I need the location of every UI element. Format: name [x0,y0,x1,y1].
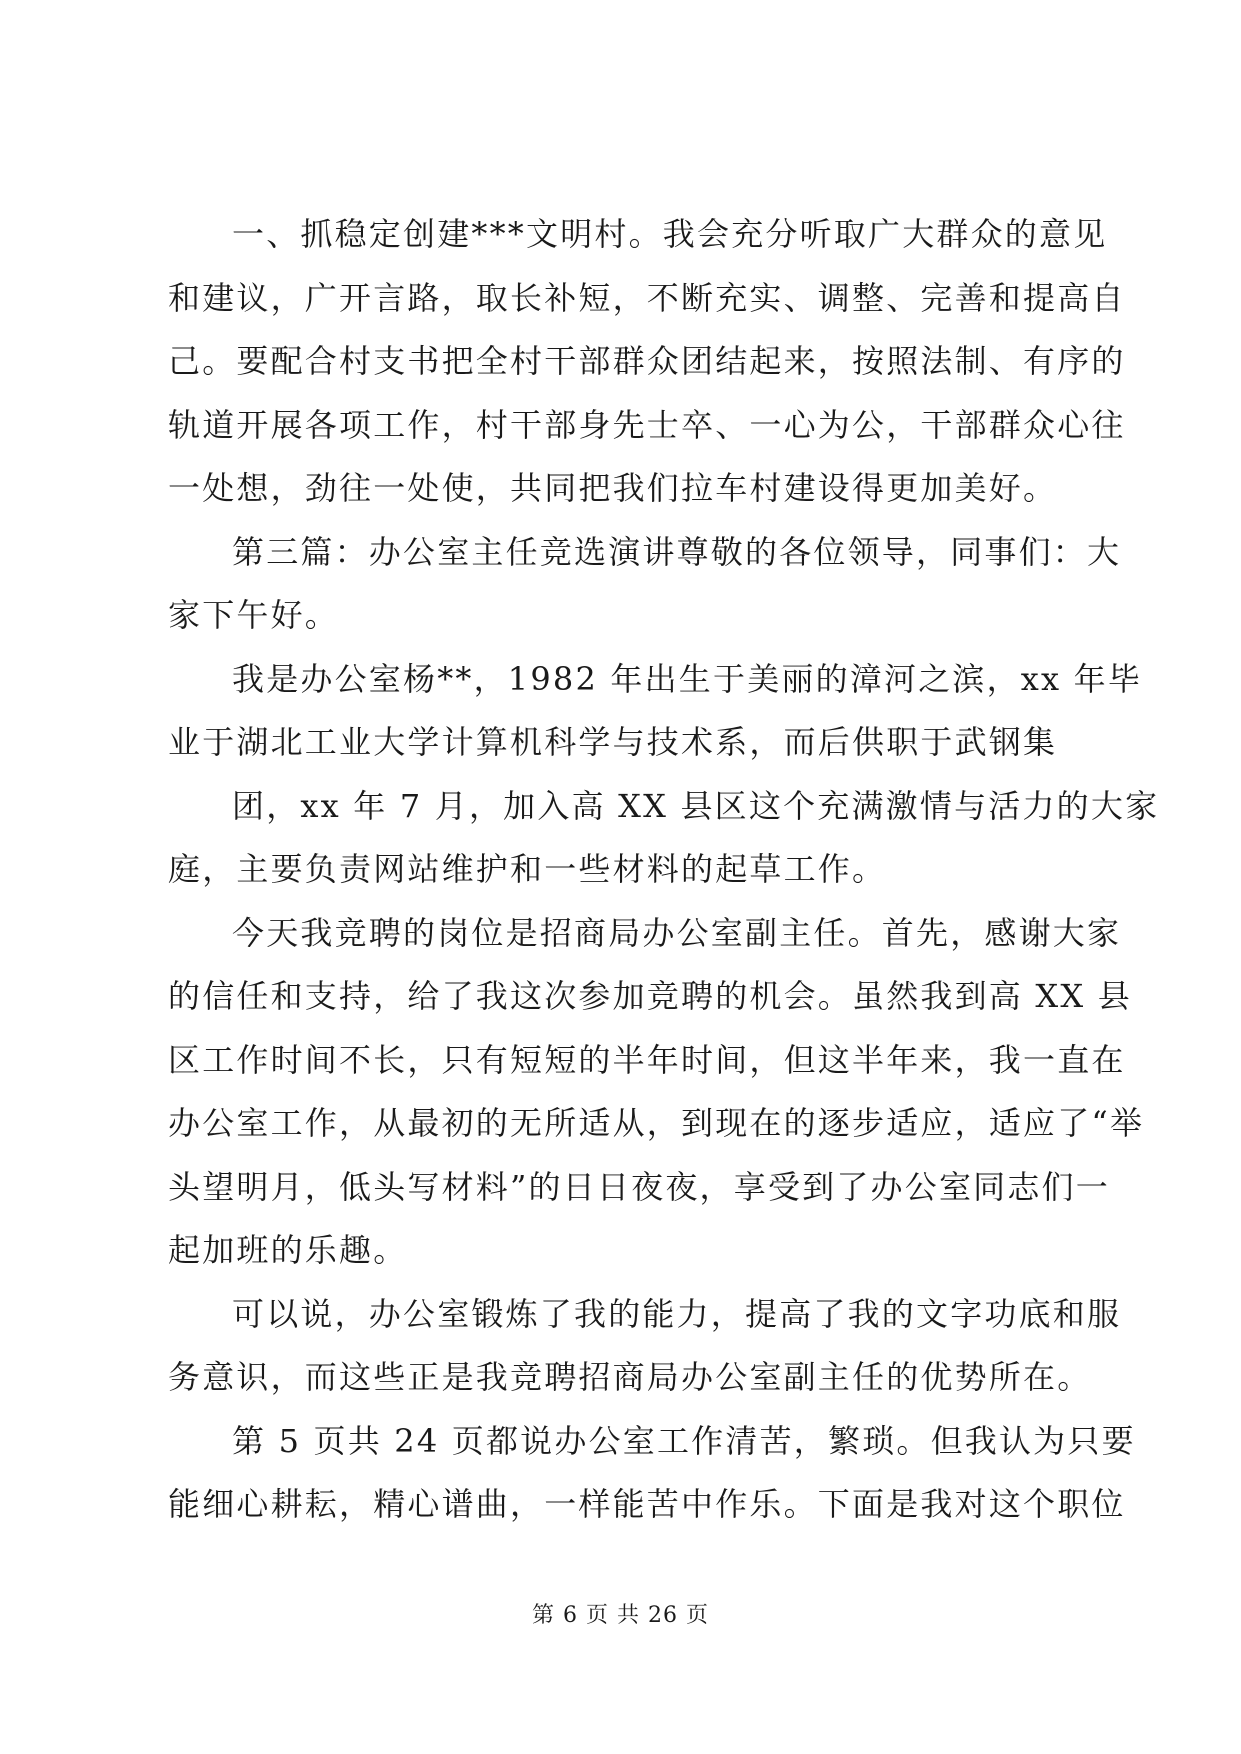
document-body [168,203,1160,1537]
text-line: 己。要配合村支书把全村干部群众团结起来，按照法制、有序的 [168,342,1126,380]
page-footer: 第 6 页 共 26 页 [532,1603,709,1628]
text-line: 可以说，办公室锻炼了我的能力，提高了我的文字功底和服 [232,1294,1122,1333]
text-line: 轨道开展各项工作，村干部身先士卒、一心为公，干部群众心往 [168,405,1126,444]
text-line: 和建议，广开言路，取长补短，不断充实、调整、完善和提高自 [168,278,1126,317]
text-line: 头望明月，低头写材料”的日日夜夜，享受到了办公室同志们一 [168,1167,1110,1206]
text-line: 区工作时间不长，只有短短的半年时间，但这半年来，我一直在 [168,1040,1126,1079]
text-line: 一处想，劲往一处使，共同把我们拉车村建设得更加美好。 [168,469,1058,507]
text-line: 务意识，而这些正是我竞聘招商局办公室副主任的优势所在。 [168,1358,1092,1396]
text-line: 第 5 页共 24 页都说办公室工作清苦，繁琐。但我认为只要 [232,1421,1136,1460]
text-line: 的信任和支持，给了我这次参加竞聘的机会。虽然我到高 XX 县 [168,977,1132,1015]
text-line: 能细心耕耘，精心谱曲，一样能苦中作乐。下面是我对这个职位 [168,1485,1126,1523]
text-line: 今天我竞聘的岗位是招商局办公室副主任。首先，感谢大家 [232,913,1122,952]
text-line: 第三篇：办公室主任竞选演讲尊敬的各位领导，同事们：大 [232,532,1122,571]
text-line: 我是办公室杨**，1982 年出生于美丽的漳河之滨，xx 年毕 [232,659,1143,698]
text-line: 家下午好。 [168,596,340,634]
text-line: 庭，主要负责网站维护和一些材料的起草工作。 [168,850,887,888]
text-line: 业于湖北工业大学计算机科学与技术系，而后供职于武钢集 [168,723,1058,761]
text-line: 办公室工作，从最初的无所适从，到现在的逐步适应，适应了“举 [168,1104,1145,1142]
text-line: 团，xx 年 7 月，加入高 XX 县区这个充满激情与活力的大家 [232,786,1160,825]
text-line: 起加班的乐趣。 [168,1231,408,1269]
text-line: 一、抓稳定创建***文明村。我会充分听取广大群众的意见 [232,215,1108,253]
